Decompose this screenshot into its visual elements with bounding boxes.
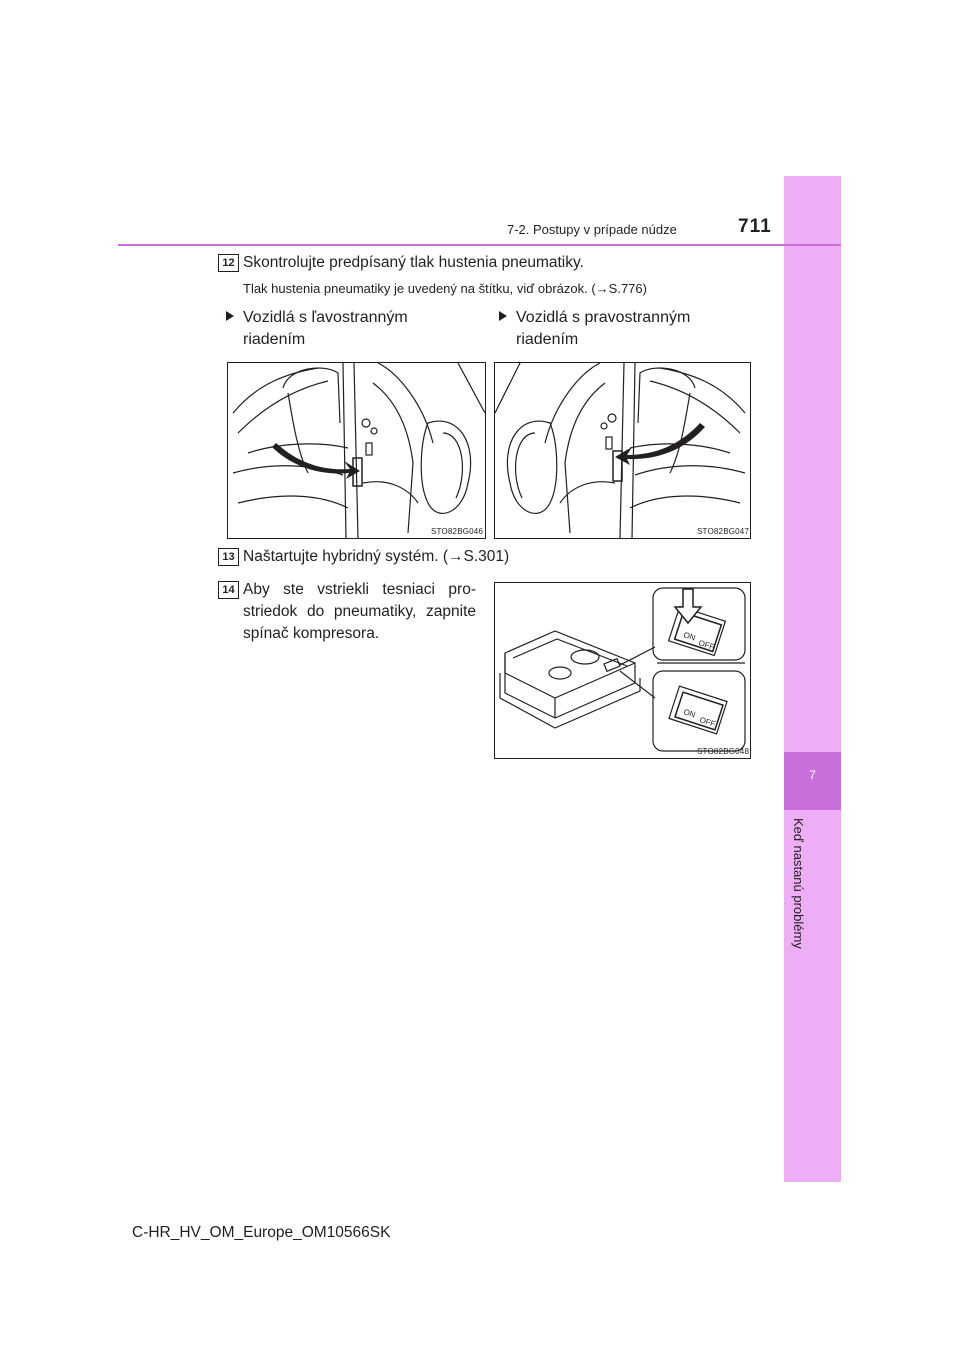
variant-left-line1: Vozidlá s ľavostranným: [243, 309, 408, 326]
figure-rhd-tire-label: [494, 362, 751, 539]
switch-off-label-lower: OFF: [698, 715, 717, 729]
step-text-13: Naštartujte hybridný systém. (→S.301): [243, 548, 510, 565]
switch-on-label-lower: ON: [682, 707, 697, 720]
variant-right: [499, 307, 690, 351]
door-pillar-illustration-rhd: [495, 363, 750, 538]
chapter-number: 7: [809, 768, 816, 782]
step-badge-13: 13: [218, 548, 239, 566]
pressure-note: Tlak hustenia pneumatiky je uvedený na štítku, viď obrázok. (→S.776): [243, 281, 647, 296]
page-number: 711: [738, 216, 772, 237]
triangle-bullet-icon: [226, 311, 234, 321]
figure-code-1: STO82BG046: [431, 527, 484, 536]
step-text-14-line3: spínač kompresora.: [243, 625, 380, 642]
figure-code-2: STO82BG047: [697, 527, 750, 536]
compressor-illustration: [495, 583, 750, 758]
header-rule: [118, 244, 841, 246]
switch-off-label-upper: OFF: [697, 638, 716, 652]
figure-code-3: STO82BG048: [697, 747, 750, 756]
figure-lhd-tire-label: [227, 362, 486, 539]
step-text-14-line1: Aby ste vstriekli tesniaci pro-: [243, 581, 476, 598]
variant-left-line2: riadením: [243, 331, 306, 348]
door-pillar-illustration-lhd: [228, 363, 485, 538]
figure-compressor-switch: [494, 582, 751, 759]
step-badge-12: 12: [218, 254, 239, 272]
chapter-title: Keď nastanú problémy: [791, 818, 806, 949]
section-title: 7-2. Postupy v prípade núdze: [507, 222, 677, 237]
variant-right-line2: riadením: [516, 331, 579, 348]
variant-right-line1: Vozidlá s pravostranným: [516, 309, 691, 326]
step-text-14-line2: striedok do pneumatiky, zapnite: [243, 603, 476, 620]
variant-left: [226, 307, 408, 351]
chapter-side-tab: [784, 176, 841, 1182]
step-text-12: Skontrolujte predpísaný tlak hustenia pneumatiky.: [243, 254, 584, 271]
document-footer: C-HR_HV_OM_Europe_OM10566SK: [132, 1224, 391, 1241]
step-text-14: [243, 579, 476, 645]
switch-on-label-upper: ON: [682, 630, 697, 643]
triangle-bullet-icon: [499, 311, 507, 321]
step-badge-14: 14: [218, 581, 239, 599]
